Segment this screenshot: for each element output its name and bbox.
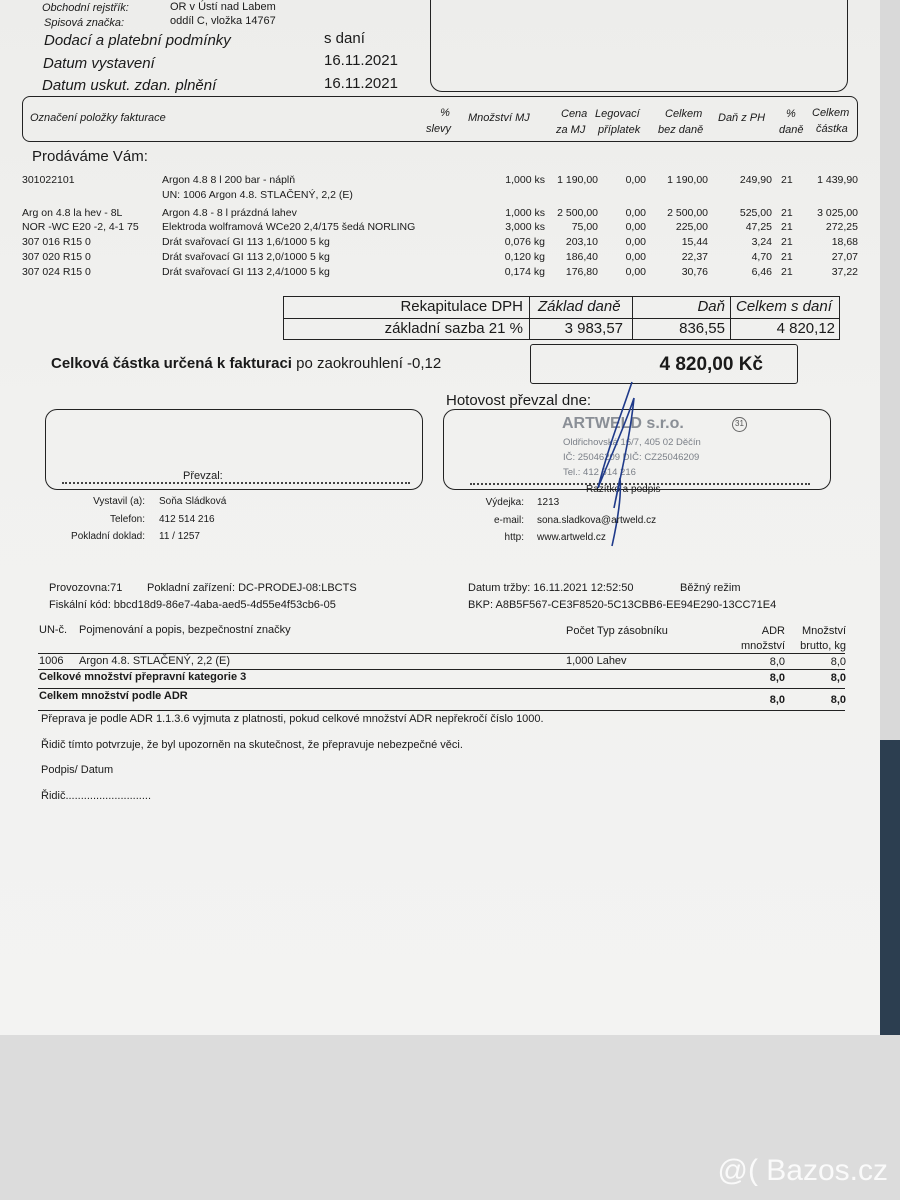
th-pdan: % (786, 108, 796, 120)
adr-h-un: UN-č. (39, 624, 68, 636)
table-row (0, 174, 880, 188)
adr-celk-label: Celkem množství podle ADR (39, 690, 188, 702)
cell-desc: Drát svařovací GI 113 1,6/1000 5 kg (162, 236, 330, 248)
vystaveni: 16.11.2021 (324, 52, 398, 69)
prevzal-label: Převzal: (183, 470, 223, 482)
eet-provozovna: Provozovna:71 (49, 582, 123, 594)
cell-qty: 0,120 kg (504, 251, 545, 263)
cell-vat: 249,90 (739, 174, 772, 186)
adr-name: Argon 4.8. STLAČENÝ, 2,2 (E) (79, 655, 231, 667)
cell-vat: 6,46 (751, 266, 772, 278)
vydejka: 1213 (537, 497, 560, 508)
cell-code: NOR -WC E20 -2, 4-1 75 (22, 221, 139, 233)
website-link[interactable]: www.artweld.cz (537, 532, 606, 543)
table-row (0, 221, 880, 235)
adr-brutto: 8,0 (830, 656, 846, 668)
cell-total: 27,07 (831, 251, 858, 263)
th-item: Označení položky fakturace (30, 112, 166, 124)
doklad: 11 / 1257 (159, 531, 200, 542)
cell-code: 307 024 R15 0 (22, 266, 91, 278)
adr-h-mn-2: brutto, kg (800, 640, 846, 652)
eet-zarizeni: Pokladní zařízení: DC-PRODEJ-08:LBCTS (147, 582, 357, 594)
prevzal-line (62, 482, 410, 484)
email-label: e-mail: (493, 515, 524, 526)
adr-ridic: Řidič............................ (41, 790, 152, 802)
cell-leg: 0,00 (625, 251, 646, 263)
th-dan: Daň z PH (718, 112, 766, 124)
cell-vat: 4,70 (751, 251, 772, 263)
th-legovaci: Legovací (595, 108, 640, 120)
cell-leg: 0,00 (625, 266, 646, 278)
recap-zaklad: 3 983,57 (564, 320, 623, 337)
recap-table (283, 296, 840, 340)
cell-code: Arg on 4.8 la hev - 8L (22, 207, 123, 219)
doklad-label: Pokladní doklad: (71, 531, 145, 542)
cell-net: 22,37 (681, 251, 708, 263)
razitko-label: Razítko a podpis (586, 484, 661, 495)
stamp-number: 31 (732, 417, 747, 432)
adr-adr: 8,0 (769, 656, 785, 668)
total-label-bold: Celková částka určená k fakturaci (51, 355, 292, 372)
recap-dan: 836,55 (679, 320, 725, 337)
cell-total: 1 439,90 (817, 174, 858, 186)
adr-h-pocet: Počet Typ zásobníku (566, 625, 668, 637)
cell-price: 75,00 (571, 221, 598, 233)
divider (38, 710, 845, 711)
cell-code: 301022101 (22, 174, 75, 186)
cell-net: 15,44 (681, 236, 708, 248)
spisova-znacka-label: Spisová značka: (44, 17, 125, 29)
th-mnozstvi: Množství MJ (468, 112, 530, 124)
intro: Prodáváme Vám: (32, 148, 148, 165)
eet-bkp: BKP: A8B5F567-CE3F8520-5C13CBB6-EE94E290-13CC71E4 (468, 599, 777, 611)
cell-qty: 1,000 ks (505, 207, 545, 219)
adr-note-1: Přeprava je podle ADR 1.1.3.6 vyjmuta z platnosti, pokud celkové množství ADR nepřekročí číslo 1000. (41, 713, 544, 725)
vystavil: Soňa Sládková (159, 496, 227, 507)
th-pdan-2: daně (779, 124, 804, 136)
dodaci: s daní (324, 30, 365, 47)
total-box (530, 344, 798, 384)
vystavil-label: Vystavil (a): (93, 496, 145, 507)
obchodni-rejstrik: OR v Ústí nad Labem (170, 1, 276, 13)
cell-desc: Drát svařovací GI 113 2,0/1000 5 kg (162, 251, 330, 263)
plneni-label: Datum uskut. zdan. plnění (42, 77, 217, 94)
cell-price: 2 500,00 (557, 207, 598, 219)
cell-price: 203,10 (565, 236, 598, 248)
cell-rate: 21 (781, 174, 793, 186)
divider (38, 669, 845, 670)
th-cena: Cena (561, 108, 588, 120)
stamp-name: ARTWELD s.r.o. (562, 415, 684, 432)
divider (38, 653, 845, 654)
table-row (0, 266, 880, 280)
recap-celkem-h: Celkem s daní (736, 298, 832, 315)
th-sleva-2: slevy (426, 123, 452, 135)
table-row (0, 236, 880, 250)
adr-pocet: 1,000 Lahev (566, 655, 627, 667)
adr-podpis: Podpis/ Datum (41, 764, 114, 776)
cell-net: 1 190,00 (667, 174, 708, 186)
watermark-logo: @( Bazos.cz (717, 1154, 888, 1187)
total-label-rounding: po zaokrouhlení -0,12 (291, 355, 442, 372)
http-label: http: (504, 532, 524, 543)
telefon-label: Telefon: (109, 514, 145, 525)
adr-h-adr-2: množství (740, 640, 785, 652)
cell-leg: 0,00 (625, 174, 646, 186)
adr-h-adr: ADR (761, 625, 785, 637)
cell-qty: 0,076 kg (504, 236, 545, 248)
obchodni-rejstrik-label: Obchodní rejstřík: (42, 2, 129, 14)
th-sleva: % (440, 107, 450, 119)
adr-note-2: Řidič tímto potvrzuje, že byl upozorněn na skutečnost, že přepravuje nebezpečné věci. (41, 739, 463, 751)
cell-desc: Argon 4.8 8 l 200 bar - náplň (162, 174, 296, 186)
cell-desc: Drát svařovací GI 113 2,4/1000 5 kg (162, 266, 330, 278)
adr-h-name: Pojmenování a popis, bezpečnostní značky (79, 624, 291, 636)
th-cena-2: za MJ (556, 124, 586, 136)
vystaveni-label: Datum vystavení (43, 55, 155, 72)
table-row (0, 251, 880, 265)
vydejka-label: Výdejka: (485, 497, 524, 508)
stamp-address: Oldřichovská 16/7, 405 02 Děčín (563, 437, 701, 448)
cell-leg: 0,00 (625, 236, 646, 248)
cell-code: 307 016 R15 0 (22, 236, 91, 248)
recap-celkem: 4 820,12 (776, 320, 835, 337)
recap-zaklad-h: Základ daně (538, 298, 621, 315)
adr-h-mn: Množství (801, 625, 846, 637)
total-amount: 4 820,00 Kč (659, 354, 763, 375)
cell-total: 272,25 (825, 221, 858, 233)
cell-code: 307 020 R15 0 (22, 251, 91, 263)
email-link[interactable]: sona.sladkova@artweld.cz (537, 515, 657, 526)
cell-total: 18,68 (831, 236, 858, 248)
adr-kat-brutto: 8,0 (830, 672, 846, 684)
cell-price: 186,40 (565, 251, 598, 263)
divider (38, 688, 845, 689)
cell-leg: 0,00 (625, 221, 646, 233)
plneni: 16.11.2021 (324, 75, 398, 92)
address-box (430, 0, 848, 92)
th-castka-2: částka (816, 123, 848, 135)
cell-desc: UN: 1006 Argon 4.8. STLAČENÝ, 2,2 (E) (162, 189, 353, 201)
table-row (0, 207, 880, 221)
cell-price: 176,80 (565, 266, 598, 278)
cell-vat: 525,00 (739, 207, 772, 219)
th-celkem: Celkem (665, 108, 703, 120)
th-castka: Celkem (812, 107, 850, 119)
cell-desc: Argon 4.8 - 8 l prázdná lahev (162, 207, 297, 219)
cell-qty: 0,174 kg (504, 266, 545, 278)
recap-title: Rekapitulace DPH (400, 298, 523, 315)
cell-qty: 1,000 ks (505, 174, 545, 186)
cell-rate: 21 (781, 207, 793, 219)
cell-rate: 21 (781, 266, 793, 278)
cell-net: 2 500,00 (667, 207, 708, 219)
adr-kat-label: Celkové množství přepravní kategorie 3 (39, 671, 247, 683)
cell-rate: 21 (781, 251, 793, 263)
spisova-znacka: oddíl C, vložka 14767 (170, 15, 276, 27)
stamp-ic: IČ: 25046209 DIČ: CZ25046209 (563, 452, 700, 463)
hotovost-label: Hotovost převzal dne: (446, 392, 592, 409)
table-row (0, 189, 880, 203)
th-legovaci-2: příplatek (598, 124, 641, 136)
cell-desc: Elektroda wolframová WCe20 2,4/175 šedá NORLING (162, 221, 416, 233)
eet-fik: Fiskální kód: bbcd18d9-86e7-4aba-aed5-4d55e4f53cb6-05 (49, 599, 336, 611)
cell-vat: 3,24 (751, 236, 772, 248)
adr-un: 1006 (39, 655, 64, 667)
adr-celk-adr: 8,0 (769, 694, 785, 706)
cell-rate: 21 (781, 236, 793, 248)
adr-celk-brutto: 8,0 (830, 694, 846, 706)
eet-rezim: Běžný režim (680, 582, 741, 594)
prevzal-box (45, 409, 423, 490)
background-edge (880, 740, 900, 1040)
recap-dan-h: Daň (697, 298, 725, 315)
cell-leg: 0,00 (625, 207, 646, 219)
cell-qty: 3,000 ks (505, 221, 545, 233)
cell-rate: 21 (781, 221, 793, 233)
eet-datum: Datum tržby: 16.11.2021 12:52:50 (468, 582, 634, 594)
cell-net: 30,76 (681, 266, 708, 278)
th-celkem-2: bez daně (658, 124, 704, 136)
total-label (51, 355, 441, 372)
recap-sazba: základní sazba 21 % (384, 320, 523, 337)
stamp-tel: Tel.: 412 514 216 (563, 467, 636, 478)
adr-kat-adr: 8,0 (769, 672, 785, 684)
dodaci-label: Dodací a platební podmínky (44, 32, 231, 49)
cell-total: 3 025,00 (817, 207, 858, 219)
cell-price: 1 190,00 (557, 174, 598, 186)
cell-net: 225,00 (675, 221, 708, 233)
cell-total: 37,22 (831, 266, 858, 278)
telefon: 412 514 216 (159, 514, 215, 525)
cell-vat: 47,25 (745, 221, 772, 233)
